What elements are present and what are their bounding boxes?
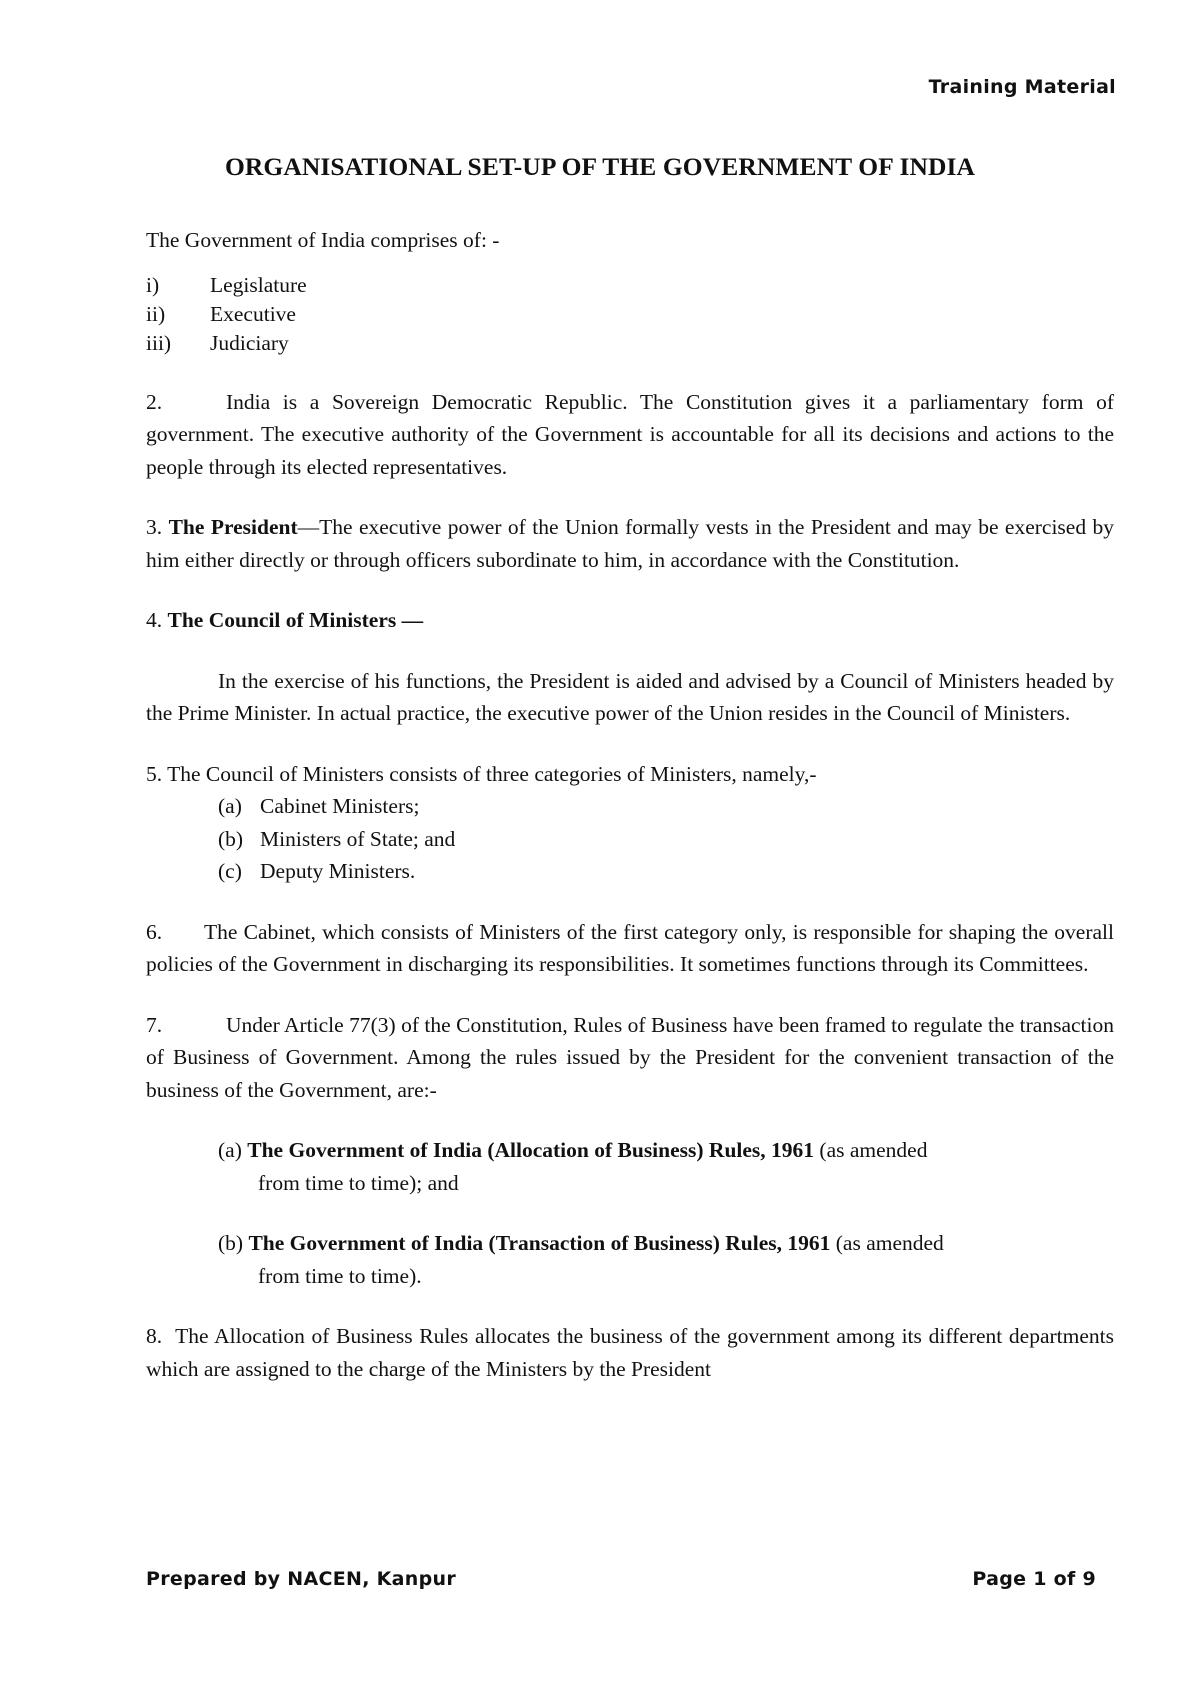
list-item (146, 823, 1114, 856)
paragraph-number: 7. (146, 1012, 163, 1037)
list-item-text: Deputy Ministers. (260, 859, 416, 883)
footer-prepared-by: Prepared by NACEN, Kanpur (146, 1568, 457, 1590)
list-item-number: ii) (146, 301, 166, 326)
rule-continuation: from time to time); and (258, 1170, 459, 1195)
list-item-text: Judiciary (210, 330, 289, 355)
paragraph-heading: The President (168, 515, 298, 539)
paragraph-7 (146, 1009, 1114, 1107)
paragraph-number: 2. (146, 389, 163, 414)
list-item (146, 300, 1114, 329)
paragraph-6 (146, 916, 1114, 981)
list-item-text: Ministers of State; and (260, 826, 456, 851)
list-item-number: iii) (146, 330, 172, 355)
rule-item (146, 1227, 1114, 1292)
list-item-label: (a) (218, 794, 242, 818)
paragraph-number: 4. (146, 608, 163, 632)
paragraph-number: 8. (146, 1324, 163, 1348)
paragraph-4-heading (146, 604, 1114, 637)
paragraph-5: 5. The Council of Ministers consists of three categories of Ministers, namely,- (146, 761, 817, 786)
list-item-label: (c) (218, 859, 242, 883)
rule-item (146, 1134, 1114, 1199)
list-item-number: i) (146, 272, 160, 297)
paragraph-text: In the exercise of his functions, the President is aided and advised by a Council of Ministers headed by the Prime Minister. In actual practice, the executive power of the Union resides in the Council of Ministers. (146, 668, 1114, 725)
paragraph-number: 3. (146, 515, 163, 539)
paragraph-4 (146, 665, 1114, 730)
list-item (146, 790, 1114, 823)
paragraph-text: —The executive power of the Union formally vests in the President and may be exercised by him either directly or through officers subordinate to him, in accordance with the Constitution. (146, 515, 1115, 572)
intro-text: The Government of India comprises of: - (146, 228, 500, 252)
paragraph-3 (146, 511, 1114, 576)
list-item (146, 855, 1114, 888)
paragraph-2 (146, 386, 1114, 484)
components-list (146, 271, 1114, 358)
list-item (146, 329, 1114, 358)
paragraph-number: 6. (146, 919, 163, 944)
paragraph-text: The Allocation of Business Rules allocates the business of the government among its different departments which are assigned to the charge of the Ministers by the President (146, 1324, 1114, 1381)
rule-label: (b) (218, 1231, 244, 1255)
list-item-text: Executive (210, 301, 296, 326)
paragraph-heading: The Council of Ministers — (167, 608, 424, 632)
list-item (146, 271, 1114, 300)
document-body (146, 224, 1114, 1385)
list-item-label: (b) (218, 826, 244, 851)
paragraph-text: The Cabinet, which consists of Ministers of the first category only, is responsible for shaping the overall policies of the Government in discharging its responsibilities. It sometimes functions through its Committees. (146, 919, 1114, 976)
rule-note: (as amended (819, 1138, 928, 1162)
paragraph-text: India is a Sovereign Democratic Republic. The Constitution gives it a parliamentary form of government. The executive authority of the Government is accountable for all its decisions and actions to the people through its elected representatives. (146, 389, 1114, 479)
rule-note: (as amended (835, 1231, 944, 1255)
rule-continuation: from time to time). (258, 1263, 422, 1288)
rule-label: (a) (218, 1138, 242, 1162)
rule-title: The Government of India (Allocation of Business) Rules, 1961 (247, 1138, 815, 1162)
paragraph-text: Under Article 77(3) of the Constitution, Rules of Business have been framed to regulate the transaction of Business of Government. Among the rules issued by the President for the convenient transaction of the business of the Government, are:- (146, 1012, 1114, 1102)
list-item-text: Cabinet Ministers; (260, 794, 420, 818)
list-item-text: Legislature (210, 272, 307, 297)
rule-title: The Government of India (Transaction of Business) Rules, 1961 (248, 1231, 831, 1255)
page-title: ORGANISATIONAL SET-UP OF THE GOVERNMENT OF INDIA (224, 152, 976, 181)
paragraph-8 (146, 1320, 1114, 1385)
header-label: Training Material (928, 76, 1116, 98)
page-footer (146, 1568, 1096, 1590)
page-number: Page 1 of 9 (972, 1568, 1096, 1590)
